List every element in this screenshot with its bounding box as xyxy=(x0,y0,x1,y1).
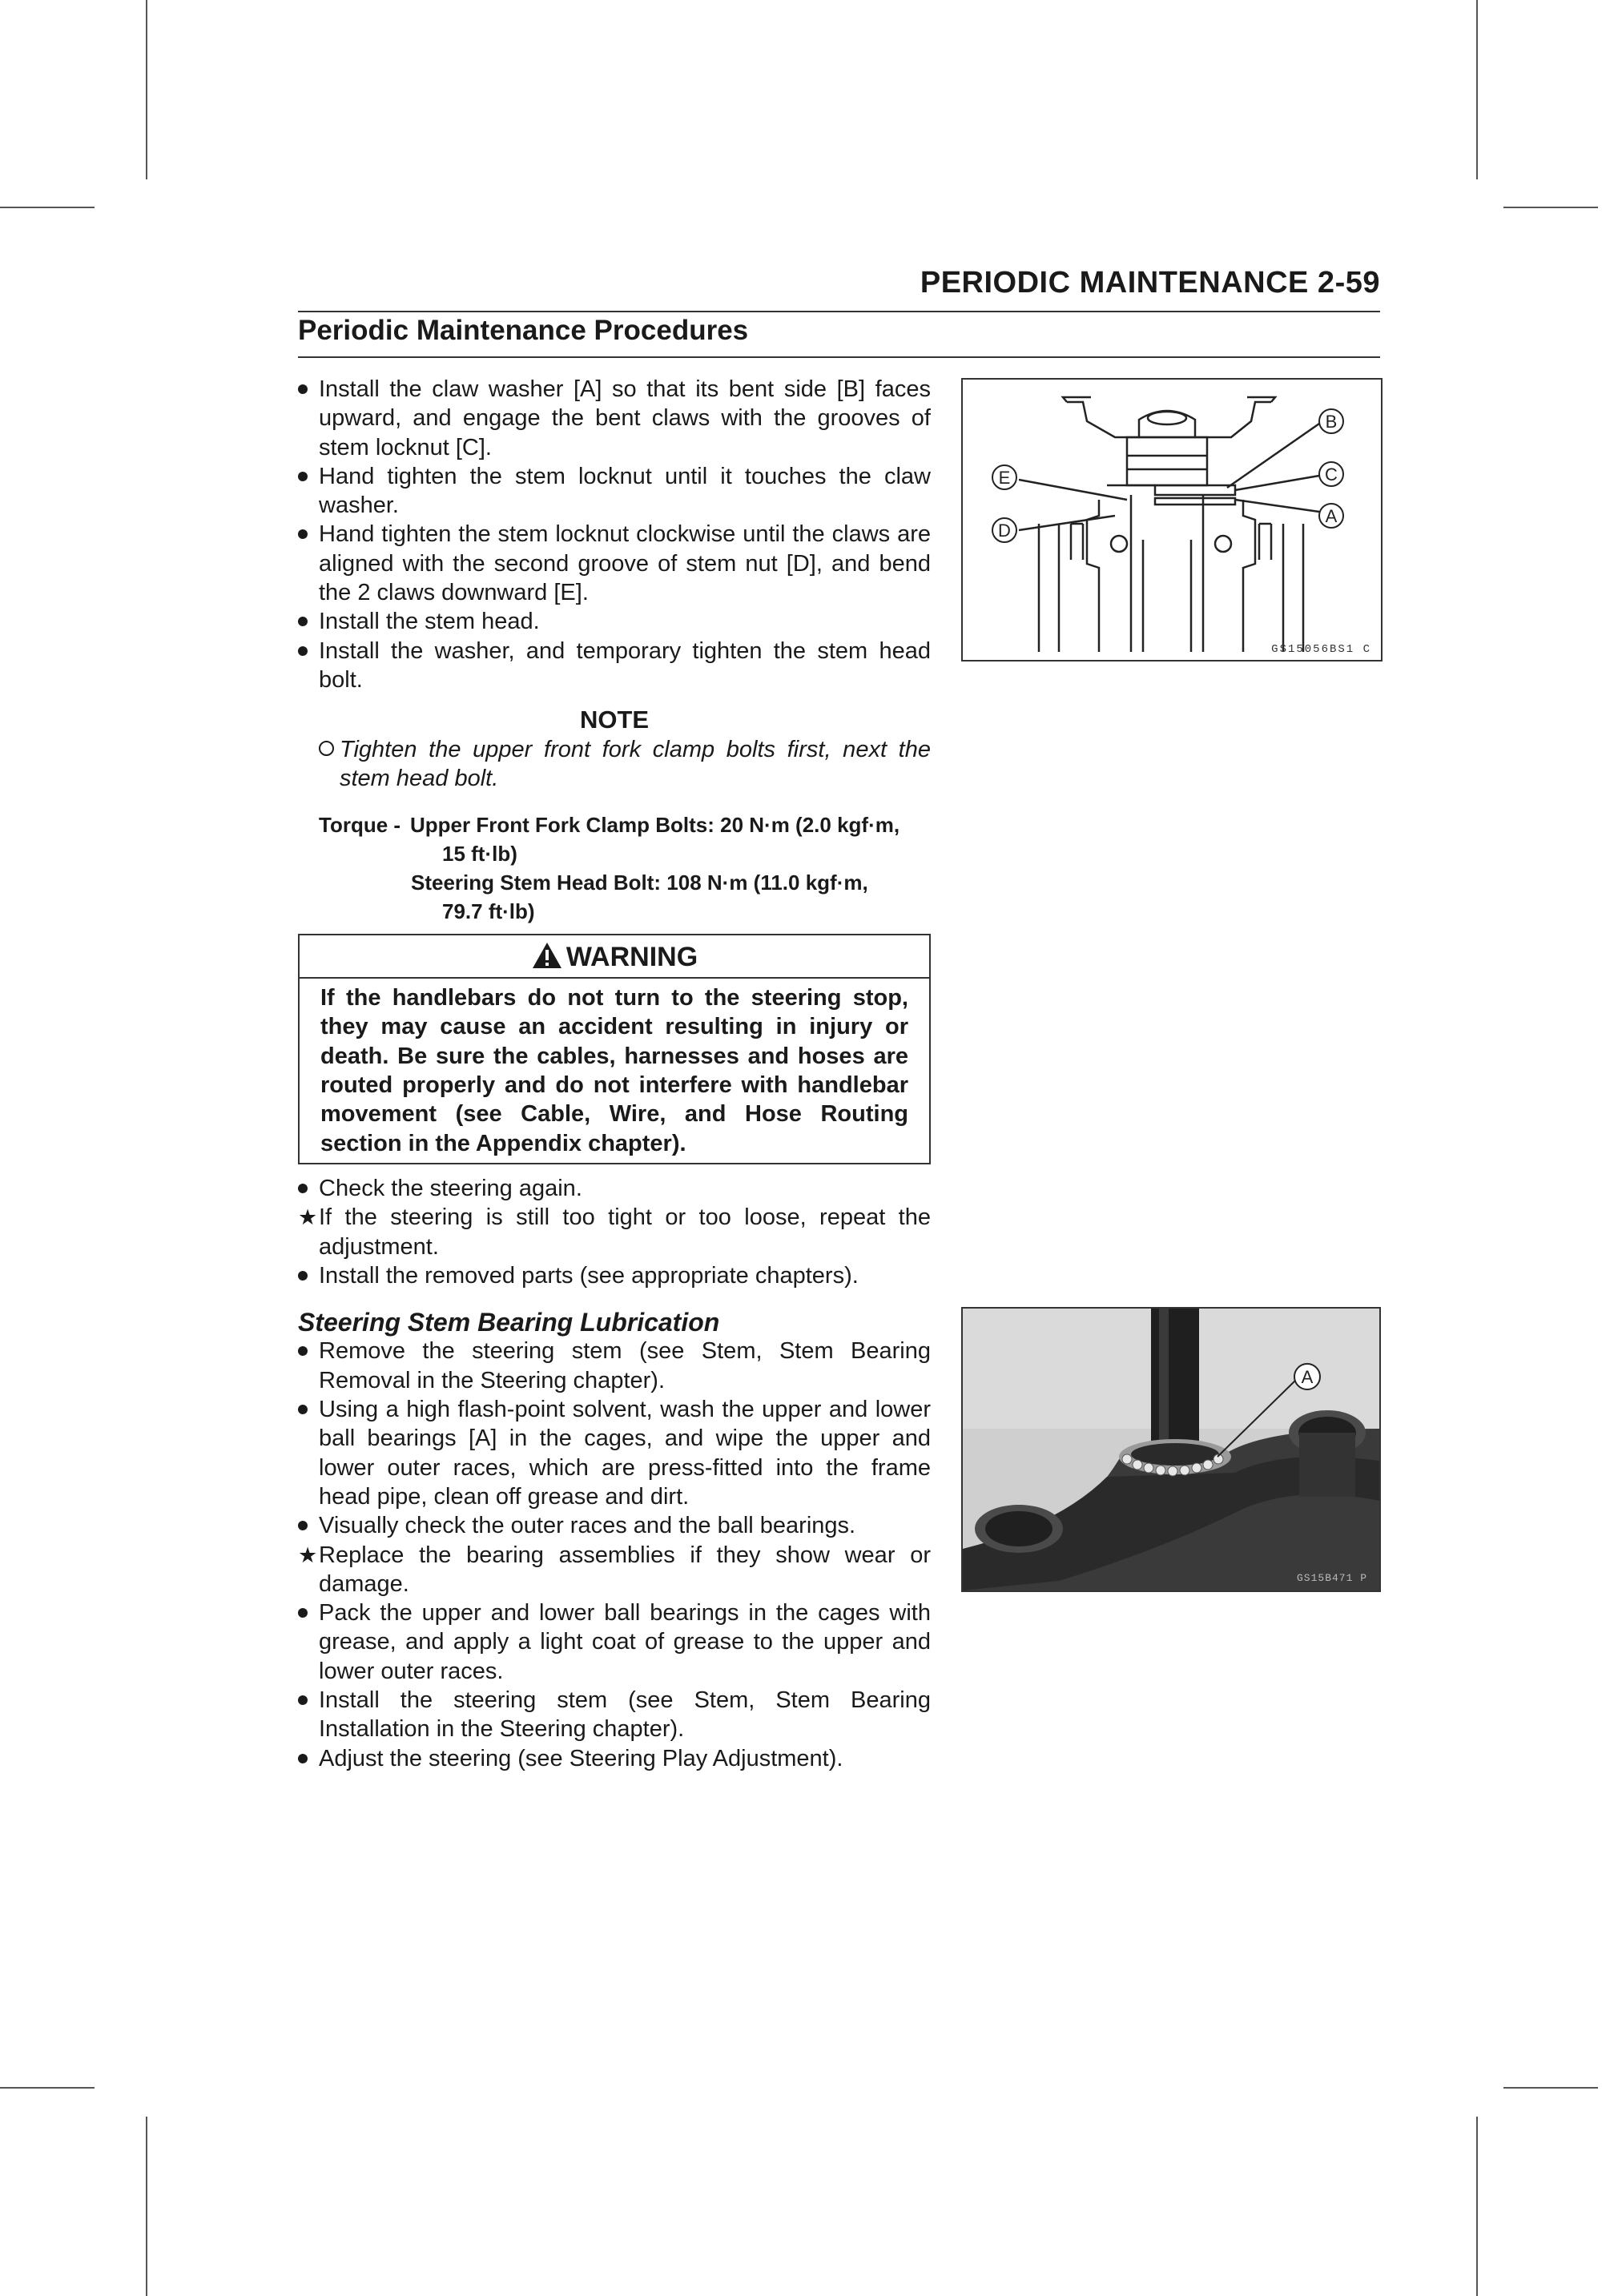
list-item: Adjust the steering (see Steering Play Adjustment). xyxy=(298,1744,931,1773)
hollow-circle-icon xyxy=(319,735,334,764)
bullet-icon xyxy=(298,1744,319,1773)
crop-mark xyxy=(1503,2087,1598,2089)
bullet-icon xyxy=(298,1337,319,1365)
stem-diagram-svg xyxy=(963,380,1381,660)
bullet-icon xyxy=(298,637,319,665)
bullet-icon xyxy=(298,520,319,549)
procedure-steps-mid xyxy=(298,1174,931,1290)
list-item: Check the steering again. xyxy=(298,1174,931,1203)
list-item: Install the washer, and temporary tighten the stem head bolt. xyxy=(298,637,931,695)
note-title: NOTE xyxy=(579,706,650,734)
bullet-icon xyxy=(298,1174,319,1203)
warning-title: WARNING xyxy=(565,942,698,973)
bullet-icon xyxy=(298,1598,319,1627)
star-icon: ★ xyxy=(298,1205,318,1230)
stem-locknut-diagram xyxy=(961,378,1383,661)
bullet-icon xyxy=(298,1261,319,1290)
list-item: Install the steering stem (see Stem, Stem Bearing Installation in the Steering chapter). xyxy=(298,1686,931,1744)
warning-triangle-icon xyxy=(531,941,563,970)
list-item: Install the removed parts (see appropriate chapters). xyxy=(298,1261,931,1290)
note-text: Tighten the upper front fork clamp bolts first, next the stem head bolt. xyxy=(298,735,931,794)
list-item: ★ If the steering is still too tight or too loose, repeat the adjustment. xyxy=(298,1204,931,1260)
torque-label: Torque - xyxy=(319,813,401,838)
list-item: Pack the upper and lower ball bearings in the cages with grease, and apply a light coat of grease to the upper and lower outer races. xyxy=(298,1598,931,1686)
list-item: Remove the steering stem (see Stem, Stem Bearing Removal in the Steering chapter). xyxy=(298,1337,931,1395)
torque-spec xyxy=(298,810,931,926)
torque-line: Upper Front Fork Clamp Bolts: 20 N·m (2.0 kgf·m, xyxy=(410,813,900,838)
page-header: PERIODIC MAINTENANCE 2-59 xyxy=(920,266,1380,300)
bullet-icon xyxy=(298,462,319,491)
torque-line: Steering Stem Head Bolt: 108 N·m (11.0 kgf·m, xyxy=(411,871,868,895)
ball-bearing-photo xyxy=(961,1307,1381,1592)
bullet-icon xyxy=(298,607,319,636)
warning-text: If the handlebars do not turn to the steering stop, they may cause an accident resulting in injury or death. Be sure the cables, harnesses and hoses are routed properly and do not interfere with handlebar movement (see Cable, Wire, and Hose Routing section in the Appendix chapter). xyxy=(320,985,908,1156)
header-rule xyxy=(298,311,1380,312)
callout-label-c: C xyxy=(1325,464,1338,485)
torque-line-cont: 15 ft·lb) xyxy=(442,842,517,867)
procedure-steps-top xyxy=(298,375,931,694)
list-item: Visually check the outer races and the ball bearings. xyxy=(298,1511,931,1540)
subsection-heading: Steering Stem Bearing Lubrication xyxy=(298,1308,720,1337)
list-item: ★ Replace the bearing assemblies if they show wear or damage. xyxy=(298,1542,931,1597)
crop-mark xyxy=(0,2087,95,2089)
lubrication-section xyxy=(298,1308,931,1773)
callout-label-e: E xyxy=(998,468,1011,488)
list-item: Hand tighten the stem locknut clockwise until the claws are aligned with the second groove of stem nut [D], and bend the 2 claws downward [E]. xyxy=(298,520,931,607)
bearing-photo-svg xyxy=(963,1309,1379,1590)
bullet-icon xyxy=(298,375,319,404)
star-icon: ★ xyxy=(298,1542,318,1567)
crop-mark xyxy=(146,0,147,179)
list-item: Install the stem head. xyxy=(298,607,931,636)
list-item: Using a high flash-point solvent, wash the upper and lower ball bearings [A] in the cages, and wipe the upper and lower outer races, which are press-fitted into the frame head pipe, clean off grease and dirt. xyxy=(298,1395,931,1511)
section-rule xyxy=(298,356,1380,358)
crop-mark xyxy=(1476,2117,1478,2296)
callout-label-b: B xyxy=(1325,412,1338,432)
figure-code: GS15B471 P xyxy=(1296,1572,1367,1584)
callout-label-a: A xyxy=(1325,506,1338,526)
crop-mark xyxy=(0,207,95,208)
crop-mark xyxy=(1476,0,1478,179)
callout-label-a: A xyxy=(1301,1367,1314,1387)
warning-box xyxy=(298,934,931,1164)
main-column xyxy=(298,375,931,1773)
section-title: Periodic Maintenance Procedures xyxy=(298,315,749,346)
list-item: Hand tighten the stem locknut until it touches the claw washer. xyxy=(298,462,931,521)
bullet-icon xyxy=(298,1395,319,1424)
crop-mark xyxy=(1503,207,1598,208)
warning-header xyxy=(300,935,929,979)
bullet-icon xyxy=(298,1686,319,1715)
figure-code: GS15056BS1 C xyxy=(1271,643,1371,656)
list-item: Install the claw washer [A] so that its bent side [B] faces upward, and engage the bent claws with the grooves of stem locknut [C]. xyxy=(298,375,931,462)
bullet-icon xyxy=(298,1511,319,1540)
torque-line-cont: 79.7 ft·lb) xyxy=(442,899,535,924)
crop-mark xyxy=(146,2117,147,2296)
callout-label-d: D xyxy=(998,521,1011,541)
